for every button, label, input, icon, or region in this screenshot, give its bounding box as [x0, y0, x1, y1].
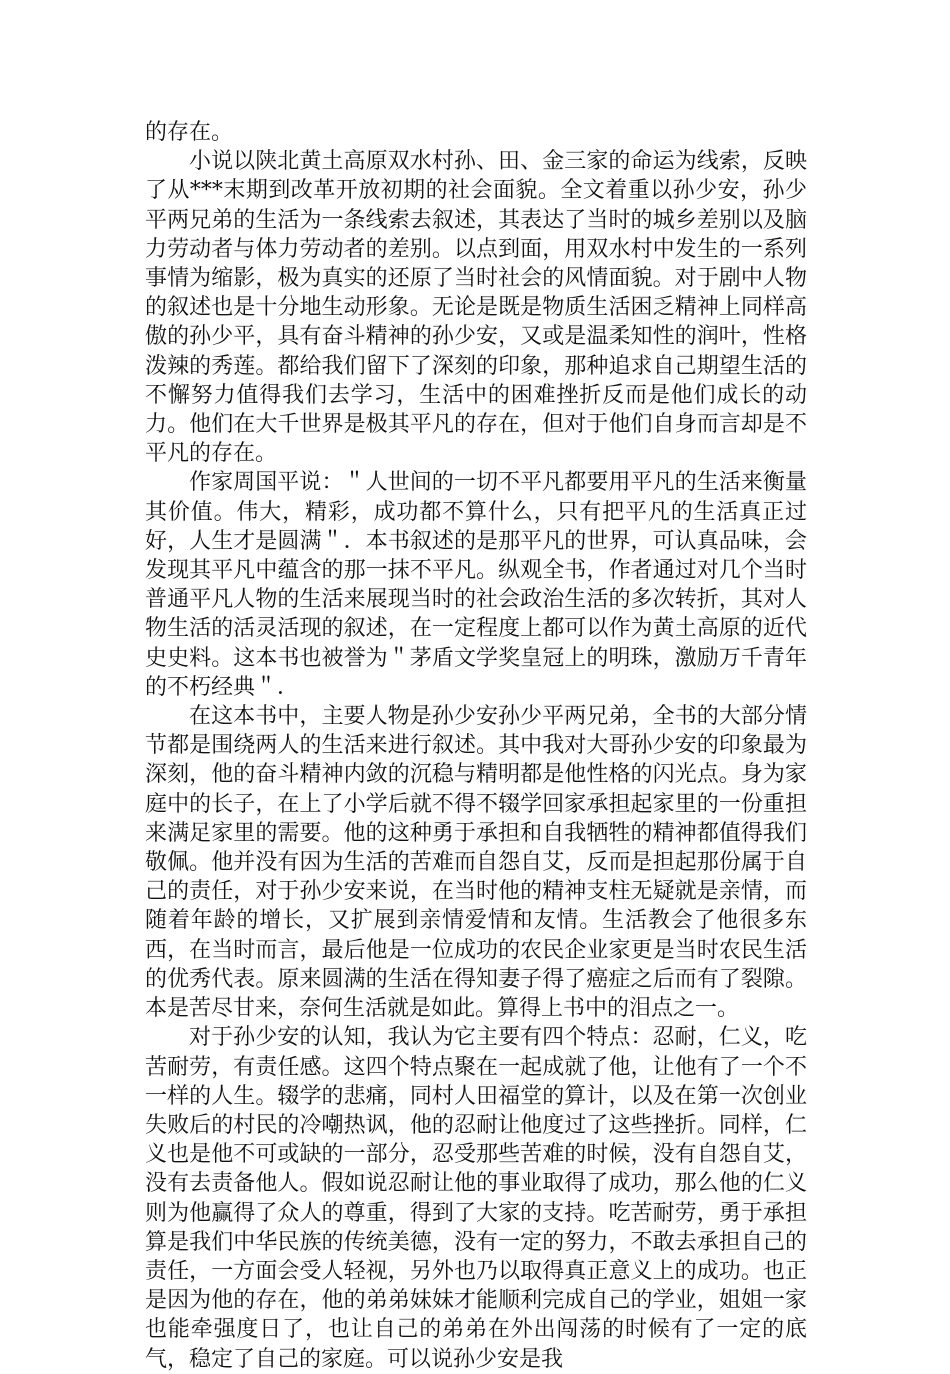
paragraph-continuation: 的存在。	[145, 120, 234, 145]
paragraph-four-traits: 对于孙少安的认知，我认为它主要有四个特点：忍耐，仁义，吃苦耐劳，有责任感。这四个特点聚在一起成就了他，让他有了一个不一样的人生。辍学的悲痛，同村人田福堂的算计，以及在第一次创业失败后的村民的冷嘲热讽，他的忍耐让他度过了这些挫折。同样，仁义也是他不可或缺的一部分，忍受那些苦难的时候，没有自怨自艾，没有去责备他人。假如说忍耐让他的事业取得了成功，那么他的仁义则为他赢得了众人的尊重，得到了大家的支持。吃苦耐劳，勇于承担算是我们中华民族的传统美德，没有一定的努力，不敢去承担自己的责任，一方面会受人轻视，另外也乃以取得真正意义上的成功。也正是因为他的存在，他的弟弟妹妹才能顺利完成自己的学业，姐姐一家也能牵强度日了，也让自己的弟弟在外出闯荡的时候有了一定的底气，稳定了自己的家庭。可以说孙少安是我	[145, 1025, 807, 1372]
paragraph-novel-overview: 小说以陕北黄土高原双水村孙、田、金三家的命运为线索，反映了从***末期到改革开放初期的社会面貌。全文着重以孙少安，孙少平两兄弟的生活为一条线索去叙述，其表达了当时的城乡差别以及脑力劳动者与体力劳动者的差别。以点到面，用双水村中发生的一系列事情为缩影，极为真实的还原了当时社会的风情面貌。对于剧中人物的叙述也是十分地生动形象。无论是既是物质生活困乏精神上同样高傲的孙少平，具有奋斗精神的孙少安，又或是温柔知性的润叶，性格泼辣的秀莲。都给我们留下了深刻的印象，那种追求自己期望生活的不懈努力值得我们去学习，生活中的困难挫折反而是他们成长的动力。他们在大千世界是极其平凡的存在，但对于他们自身而言却是不平凡的存在。	[145, 149, 807, 467]
paragraph-sun-shaoan-impression: 在这本书中，主要人物是孙少安孙少平两兄弟，全书的大部分情节都是围绕两人的生活来进行叙述。其中我对大哥孙少安的印象最为深刻，他的奋斗精神内敛的沉稳与精明都是他性格的闪光点。身为家庭中的长子，在上了小学后就不得不辍学回家承担起家里的一份重担来满足家里的需要。他的这种勇于承担和自我牺牲的精神都值得我们敬佩。他并没有因为生活的苦难而自怨自艾，反而是担起那份属于自己的责任，对于孙少安来说，在当时他的精神支柱无疑就是亲情，而随着年龄的增长，又扩展到亲情爱情和友情。生活教会了他很多东西，在当时而言，最后他是一位成功的农民企业家更是当时农民生活的优秀代表。原来圆满的生活在得知妻子得了癌症之后而有了裂隙。本是苦尽甘来，奈何生活就是如此。算得上书中的泪点之一。	[145, 704, 807, 1022]
paragraph-zhou-guoping-quote: 作家周国平说：＂人世间的一切不平凡都要用平凡的生活来衡量其价值。伟大，精彩，成功都不算什么，只有把平凡的生活真正过好，人生才是圆满＂．本书叙述的是那平凡的世界，可认真品味，会发现其平凡中蕴含的那一抹不平凡。纵观全书，作者通过对几个当时普通平凡人物的生活来展现当时的社会政治生活的多次转折，其对人物生活的活灵活现的叙述，在一定程度上都可以作为黄土高原的近代史史料。这本书也被誉为＂茅盾文学奖皇冠上的明珠，激励万千青年的不朽经典＂．	[145, 470, 807, 700]
document-body	[145, 118, 807, 1374]
